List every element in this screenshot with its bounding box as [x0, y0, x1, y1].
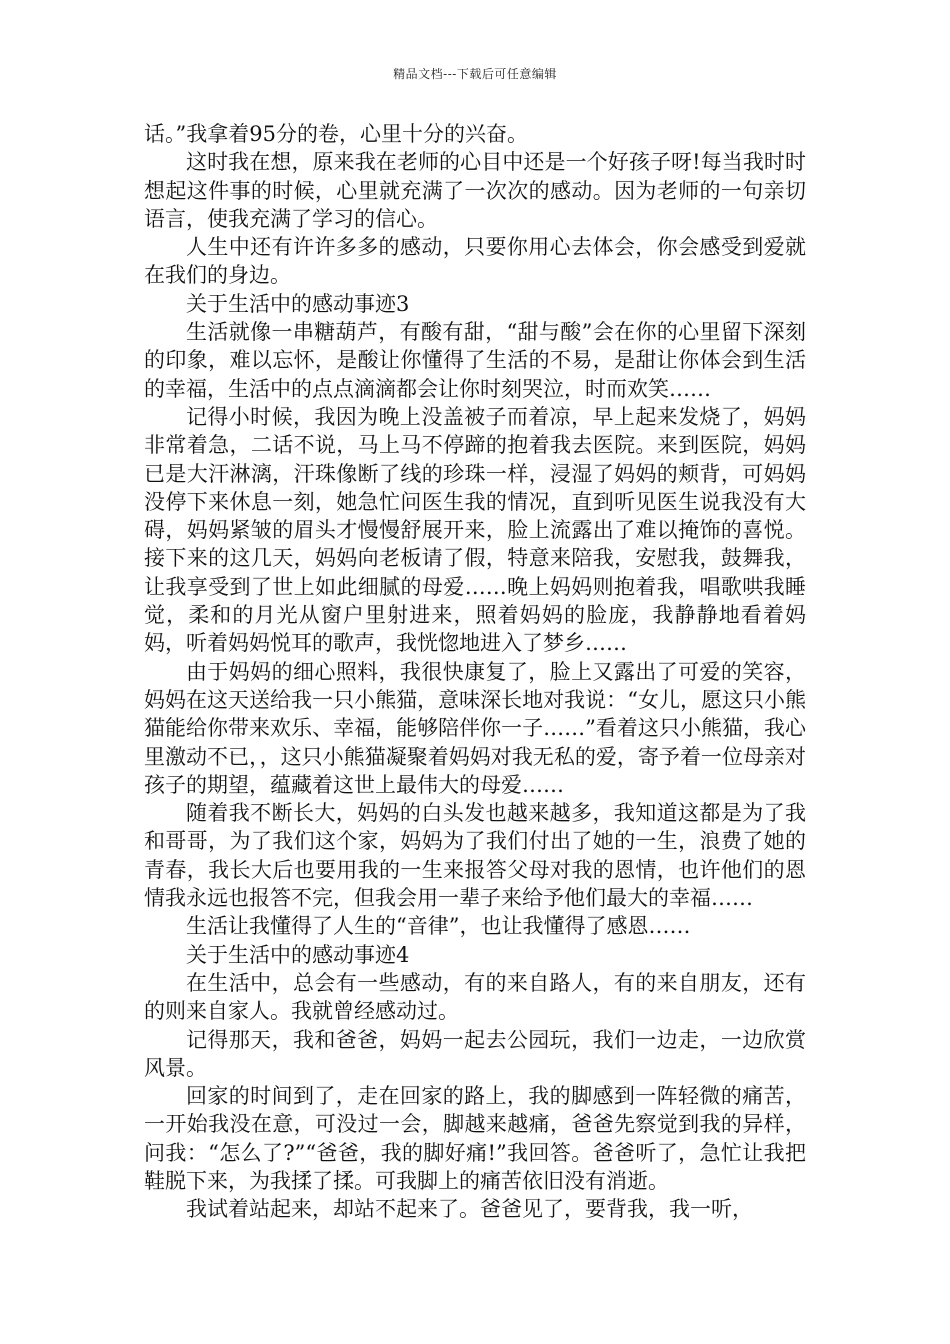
paragraph: 回家的时间到了，走在回家的路上，我的脚感到一阵轻微的痛苦，一开始我没在意，可没过一会，脚越来越痛，爸爸先察觉到我的异样，问我：“怎么了?”“爸爸，我的脚好痛!”我回答。爸爸听了，急忙让我把鞋脱下来，为我揉了揉。可我脚上的痛苦依旧没有消逝。 [144, 1084, 806, 1193]
paragraph: 这时我在想，原来我在老师的心目中还是一个好孩子呀!每当我时时想起这件事的时候，心里就充满了一次次的感动。因为老师的一句亲切语言，使我充满了学习的信心。 [144, 150, 806, 231]
paragraph: 随着我不断长大，妈妈的白头发也越来越多，我知道这都是为了我和哥哥，为了我们这个家，妈妈为了我们付出了她的一生，浪费了她的青春，我长大后也要用我的一生来报答父母对我的恩情，也许他们的恩情我永远也报答不完，但我会用一辈子来给予他们最大的幸福…… [144, 801, 806, 911]
page-header: 精品文档---下载后可任意编辑 [393, 67, 557, 81]
paragraph: 由于妈妈的细心照料，我很快康复了，脸上又露出了可爱的笑容，妈妈在这天送给我一只小熊猫，意味深长地对我说：“女儿，愿这只小熊猫能给你带来欢乐、幸福，能够陪伴你一子……”看着这只小熊猫，我心里激动不已，，这只小熊猫凝聚着妈妈对我无私的爱，寄予着一位母亲对孩子的期望，蕴藏着这世上最伟大的母爱…… [144, 659, 806, 797]
paragraph: 在生活中，总会有一些感动，有的来自路人，有的来自朋友，还有的则来自家人。我就曾经感动过。 [144, 970, 806, 1024]
paragraph: 生活就像一串糖葫芦，有酸有甜，“甜与酸”会在你的心里留下深刻的印象，难以忘怀，是酸让你懂得了生活的不易，是甜让你体会到生活的幸福，生活中的点点滴滴都会让你时刻哭泣，时而欢笑…… [144, 320, 806, 401]
section-heading: 关于生活中的感动事迹4 [186, 942, 410, 967]
document-body [144, 120, 806, 1224]
paragraph: 生活让我懂得了人生的“音律”，也让我懂得了感恩…… [186, 914, 691, 939]
section-heading: 关于生活中的感动事迹3 [186, 291, 410, 316]
paragraph: 记得小时候，我因为晚上没盖被子而着凉，早上起来发烧了，妈妈非常着急，二话不说，马上马不停蹄的抱着我去医院。来到医院，妈妈已是大汗淋漓，汗珠像断了线的珍珠一样，浸湿了妈妈的颊背，可妈妈没停下来休息一刻，她急忙问医生我的情况，直到听见医生说我没有大碍，妈妈紧皱的眉头才慢慢舒展开来，脸上流露出了难以掩饰的喜悦。接下来的这几天，妈妈向老板请了假，特意来陪我，安慰我，鼓舞我，让我享受到了世上如此细腻的母爱……晚上妈妈则抱着我，唱歌哄我睡觉，柔和的月光从窗户里射进来，照着妈妈的脸庞，我静静地看着妈妈，听着妈妈悦耳的歌声，我恍惚地进入了梦乡…… [144, 404, 806, 656]
paragraph: 记得那天，我和爸爸，妈妈一起去公园玩，我们一边走，一边欣赏风景。 [144, 1027, 806, 1080]
paragraph: 人生中还有许许多多的感动，只要你用心去体会，你会感受到爱就在我们的身边。 [144, 235, 806, 288]
paragraph-continuation: 话。”我拿着95分的卷，心里十分的兴奋。 [144, 122, 528, 146]
paragraph: 我试着站起来，却站不起来了。爸爸见了，要背我，我一听， [186, 1197, 753, 1222]
